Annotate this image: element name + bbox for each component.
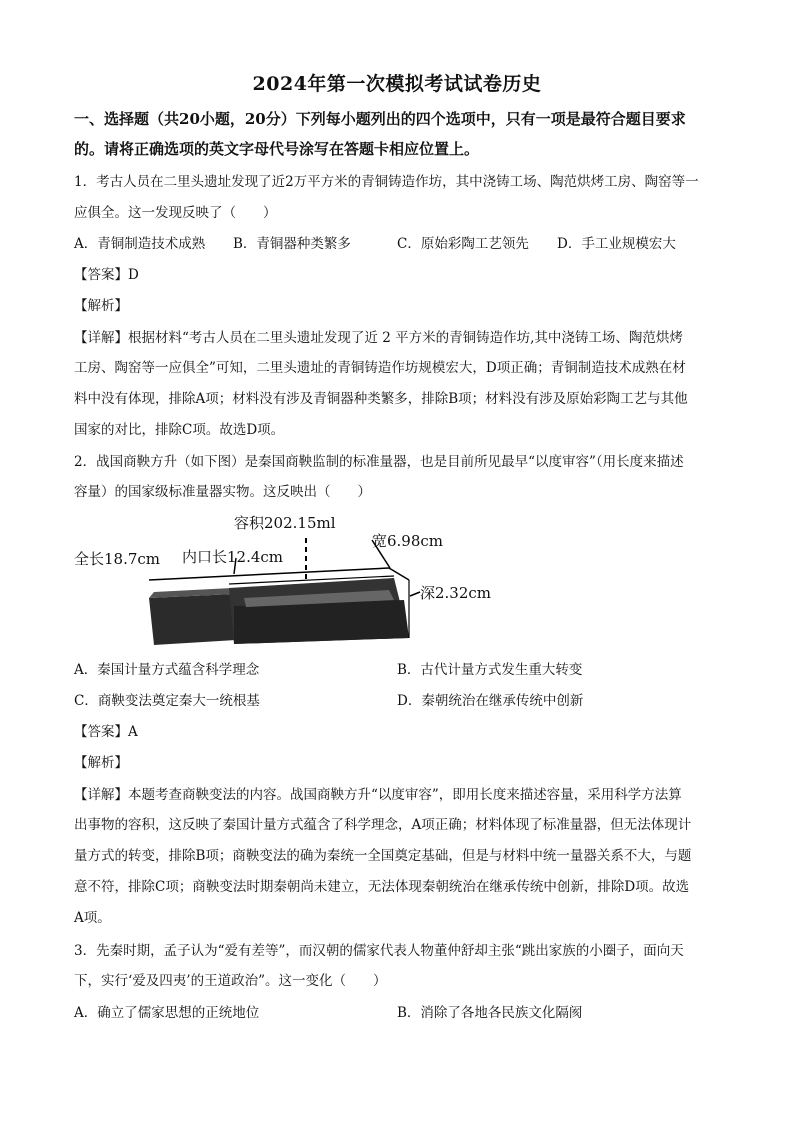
- q2-option-c: C．商鞅变法奠定秦大一统根基: [74, 693, 260, 709]
- q1-stem-line2: 应俱全。这一发现反映了（ ）: [74, 205, 277, 221]
- q2-detail-line1: 【详解】本题考查商鞅变法的内容。战国商鞅方升“以度审容”，即用长度来描述容量，采用科学方法算: [74, 787, 682, 803]
- q3-option-b: B．消除了各地各民族文化隔阂: [397, 1005, 583, 1021]
- figure-total-length-label: 全长18.7cm: [74, 550, 161, 568]
- q1-detail-line3: 料中没有体现，排除A项；材料没有涉及青铜器种类繁多，排除B项；材料没有涉及原始彩陶工艺与其他: [74, 391, 688, 407]
- q3-stem-line1: 3．先秦时期，孟子认为“爱有差等”，而汉朝的儒家代表人物董仲舒却主张“跳出家族的小圈子，面向天: [74, 943, 684, 959]
- page-title: 2024年第一次模拟考试试卷历史: [252, 73, 542, 95]
- q1-detail-line1: 【详解】根据材料“考古人员在二里头遗址发现了近 2 平方米的青铜铸造作坊,其中浇铸工场、陶范烘烤: [74, 330, 683, 346]
- q1-option-b: B．青铜器种类繁多: [233, 236, 351, 252]
- q2-stem-line2: 容量）的国家级标准量器实物。这反映出（ ）: [74, 484, 371, 500]
- section-instruction-line2: 的。请将正确选项的英文字母代号涂写在答题卡相应位置上。: [74, 140, 480, 158]
- q1-option-d: D．手工业规模宏大: [557, 236, 676, 252]
- q1-detail-line2: 工房、陶窑等一应俱全”可知，二里头遗址的青铜铸造作坊规模宏大，D项正确；青铜制造技术成熟在材: [74, 360, 686, 376]
- section-instruction-line1: 一、选择题（共20小题，20分）下列每小题列出的四个选项中，只有一项是最符合题目要求: [74, 110, 686, 128]
- q1-stem-line1: 1．考古人员在二里头遗址发现了近2万平方米的青铜铸造作坊，其中浇铸工场、陶范烘烤工房、陶窑等一: [74, 174, 699, 190]
- q2-option-d: D．秦朝统治在继承传统中创新: [397, 693, 584, 709]
- q2-option-a: A．秦国计量方式蕴含科学理念: [74, 662, 260, 678]
- q2-answer: 【答案】A: [74, 724, 138, 740]
- q1-option-c: C．原始彩陶工艺领先: [397, 236, 529, 252]
- q1-answer: 【答案】D: [74, 267, 139, 283]
- q1-analysis-label: 【解析】: [74, 298, 128, 314]
- figure-capacity-label: 容积202.15ml: [234, 514, 336, 532]
- q2-detail-line5: A项。: [74, 910, 111, 926]
- q2-detail-line3: 量方式的转变，排除B项；商鞅变法的确为秦统一全国奠定基础，但是与材料中统一量器关系不大，与题: [74, 848, 692, 864]
- q3-stem-line2: 下，实行‘爱及四夷’的王道政治”。这一变化（ ）: [74, 973, 387, 989]
- figure-depth-label: 深2.32cm: [420, 584, 492, 602]
- q1-detail-line4: 国家的对比，排除C项。故选D项。: [74, 422, 285, 438]
- q2-analysis-label: 【解析】: [74, 755, 128, 771]
- q2-stem-line1: 2．战国商鞅方升（如下图）是秦国商鞅监制的标准量器，也是目前所见最早“以度审容”（用长度来描述: [74, 454, 684, 470]
- q2-option-b: B．古代计量方式发生重大转变: [397, 662, 583, 678]
- q2-detail-line4: 意不符，排除C项；商鞅变法时期秦朝尚未建立，无法体现秦朝统治在继承传统中创新，排除D项。故选: [74, 879, 690, 895]
- q1-option-a: A．青铜制造技术成熟: [74, 236, 206, 252]
- figure-width-label: 宽6.98cm: [372, 532, 444, 550]
- shang-yang-measure-figure: [74, 510, 534, 655]
- q2-detail-line2: 出事物的容积，这反映了秦国计量方式蕴含了科学理念，A项正确；材料体现了标准量器，但无法体现计: [74, 817, 692, 833]
- figure-inner-length-label: 内口长12.4cm: [182, 548, 284, 566]
- q3-option-a: A．确立了儒家思想的正统地位: [74, 1005, 260, 1021]
